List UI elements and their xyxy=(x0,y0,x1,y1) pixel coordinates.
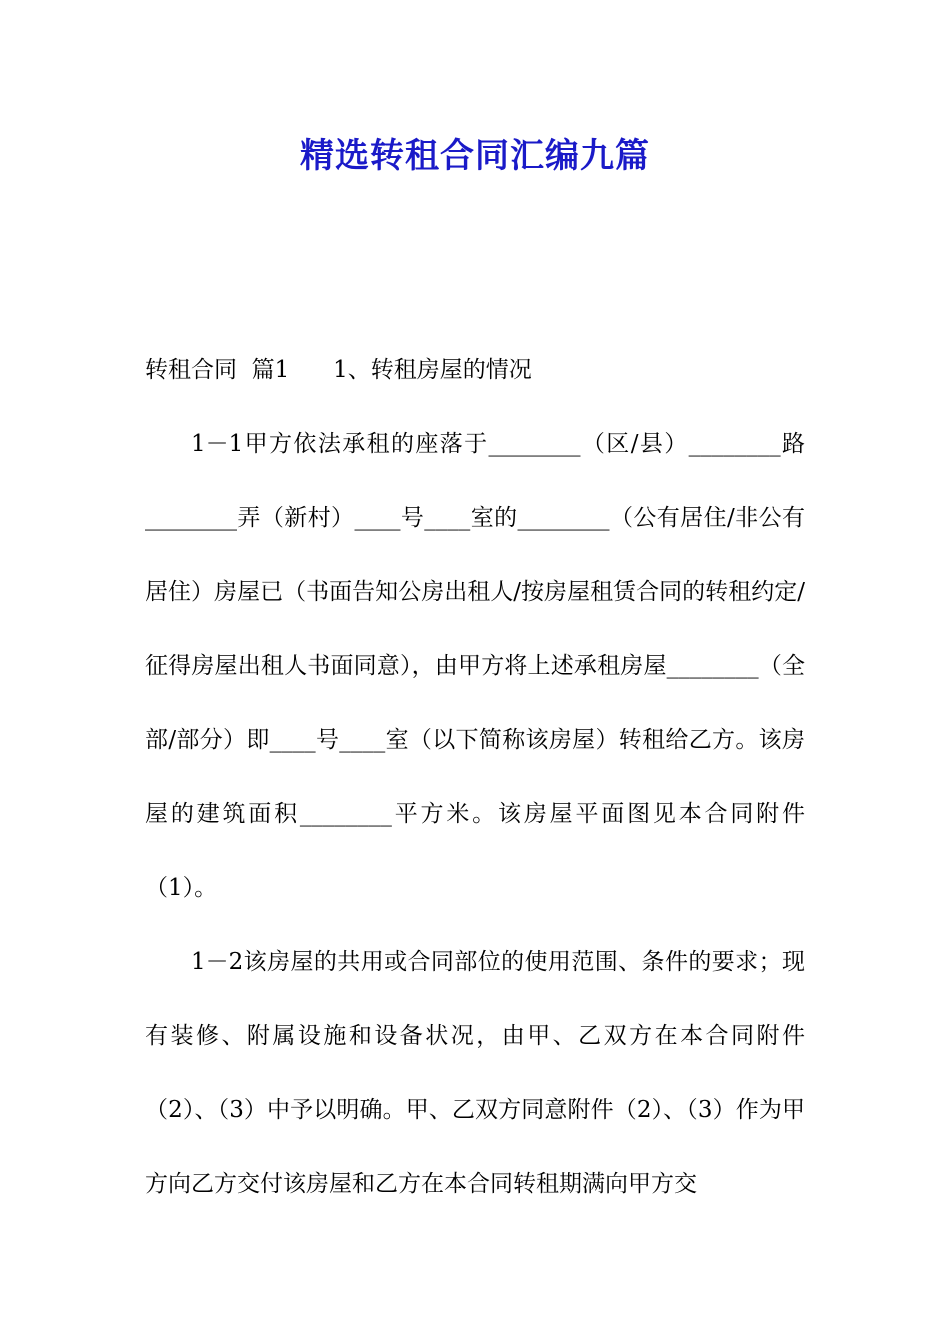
paragraph-1-2: 1－2该房屋的共用或合同部位的使用范围、条件的要求；现有装修、附属设施和设备状况，由甲、乙双方在本合同附件（2）、（3）中予以明确。甲、乙双方同意附件（2）、（3）作为甲方向乙方交付该房屋和乙方在本合同转租期满向甲方交 xyxy=(145,949,805,1197)
paragraph-1-1: 1－1甲方依法承租的座落于________（区/县）________路________弄（新村）____号____室的________（公有居住/非公有居住）房屋已（书面告知公房出租人/按房屋租赁合同的转租约定/征得房屋出租人书面同意），由甲方将上述承租房屋________（全部/部分）即____号____室（以下简称该房屋）转租给乙方。该房屋的建筑面积________平方米。该房屋平面图见本合同附件（1）。 xyxy=(145,431,806,901)
section-heading: 转租合同 篇1 1、转租房屋的情况 xyxy=(145,357,532,383)
document-body xyxy=(145,333,805,1221)
document-title: 精选转租合同汇编九篇 xyxy=(300,136,650,176)
